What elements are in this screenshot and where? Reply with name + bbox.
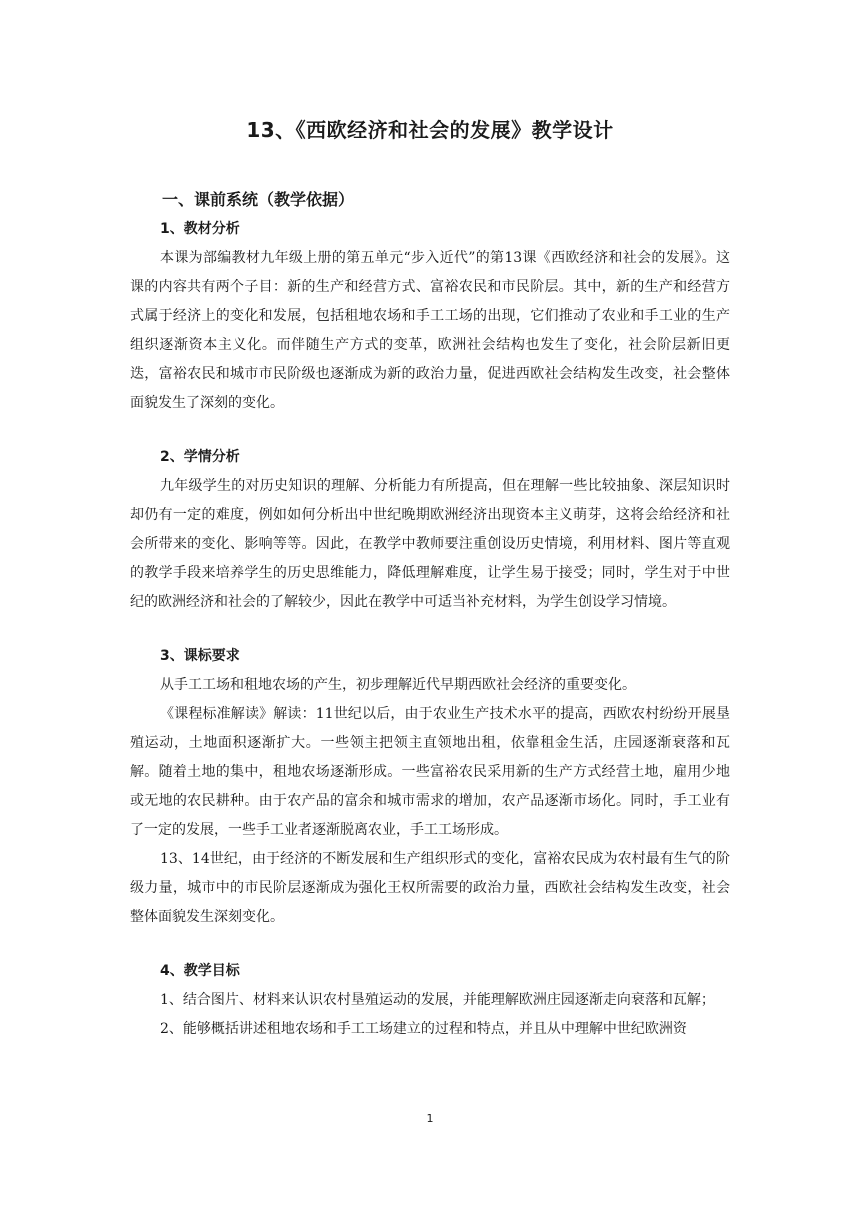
subsection-heading-textbook-analysis: 1、教材分析: [160, 221, 240, 237]
paragraph-curriculum-1: 从手工工场和租地农场的产生，初步理解近代早期西欧社会经济的重要变化。: [160, 677, 636, 693]
section-heading: 一、课前系统（教学依据）: [162, 190, 355, 209]
paragraph-curriculum-3: 13、14世纪，由于经济的不断发展和生产组织形式的变化，富裕农民成为农村最有生气的阶级力量，城市中的市民阶层逐渐成为强化王权所需要的政治力量，西欧社会结构发生改变，社会整体面貌发生深刻变化。: [130, 851, 730, 925]
subsection-heading-teaching-goals: 4、教学目标: [160, 963, 240, 979]
page-number: 1: [426, 1112, 434, 1125]
paragraph-textbook-analysis: 本课为部编教材九年级上册的第五单元“步入近代”的第13课《西欧经济和社会的发展》。这课的内容共有两个子目：新的生产和经营方式、富裕农民和市民阶层。其中，新的生产和经营方式属于经济上的变化和发展，包括租地农场和手工工场的出现，它们推动了农业和手工业的生产组织逐渐资本主义化。而伴随生产方式的变革，欧洲社会结构也发生了变化，社会阶层新旧更迭，富裕农民和城市市民阶级也逐渐成为新的政治力量，促进西欧社会结构发生改变，社会整体面貌发生了深刻的变化。: [130, 250, 730, 411]
document-body: [130, 188, 730, 1044]
paragraph-student-analysis: 九年级学生的对历史知识的理解、分析能力有所提高，但在理解一些比较抽象、深层知识时却仍有一定的难度，例如如何分析出中世纪晚期欧洲经济出现资本主义萌芽，这将会给经济和社会所带来的变化、影响等等。因此，在教学中教师要注重创设历史情境，利用材料、图片等直观的教学手段来培养学生的历史思维能力，降低理解难度，让学生易于接受；同时，学生对于中世纪的欧洲经济和社会的了解较少，因此在教学中可适当补充材料，为学生创设学习情境。: [130, 478, 730, 610]
paragraph-curriculum-2: 《课程标准解读》解读：11世纪以后，由于农业生产技术水平的提高，西欧农村纷纷开展垦殖运动，土地面积逐渐扩大。一些领主把领主直领地出租，依靠租金生活，庄园逐渐衰落和瓦解。随着土地的集中，租地农场逐渐形成。一些富裕农民采用新的生产方式经营土地，雇用少地或无地的农民耕种。由于农产品的富余和城市需求的增加，农产品逐渐市场化。同时，手工业有了一定的发展，一些手工业者逐渐脱离农业，手工工场形成。: [130, 706, 730, 838]
page-title: 13、《西欧经济和社会的发展》教学设计: [246, 118, 614, 142]
subsection-heading-student-analysis: 2、学情分析: [160, 449, 240, 465]
paragraph-goal-2: 2、能够概括讲述租地农场和手工工场建立的过程和特点，并且从中理解中世纪欧洲资: [160, 1021, 687, 1037]
subsection-heading-curriculum-requirements: 3、课标要求: [160, 648, 240, 664]
paragraph-goal-1: 1、结合图片、材料来认识农村垦殖运动的发展，并能理解欧洲庄园逐渐走向衰落和瓦解；: [160, 992, 715, 1008]
